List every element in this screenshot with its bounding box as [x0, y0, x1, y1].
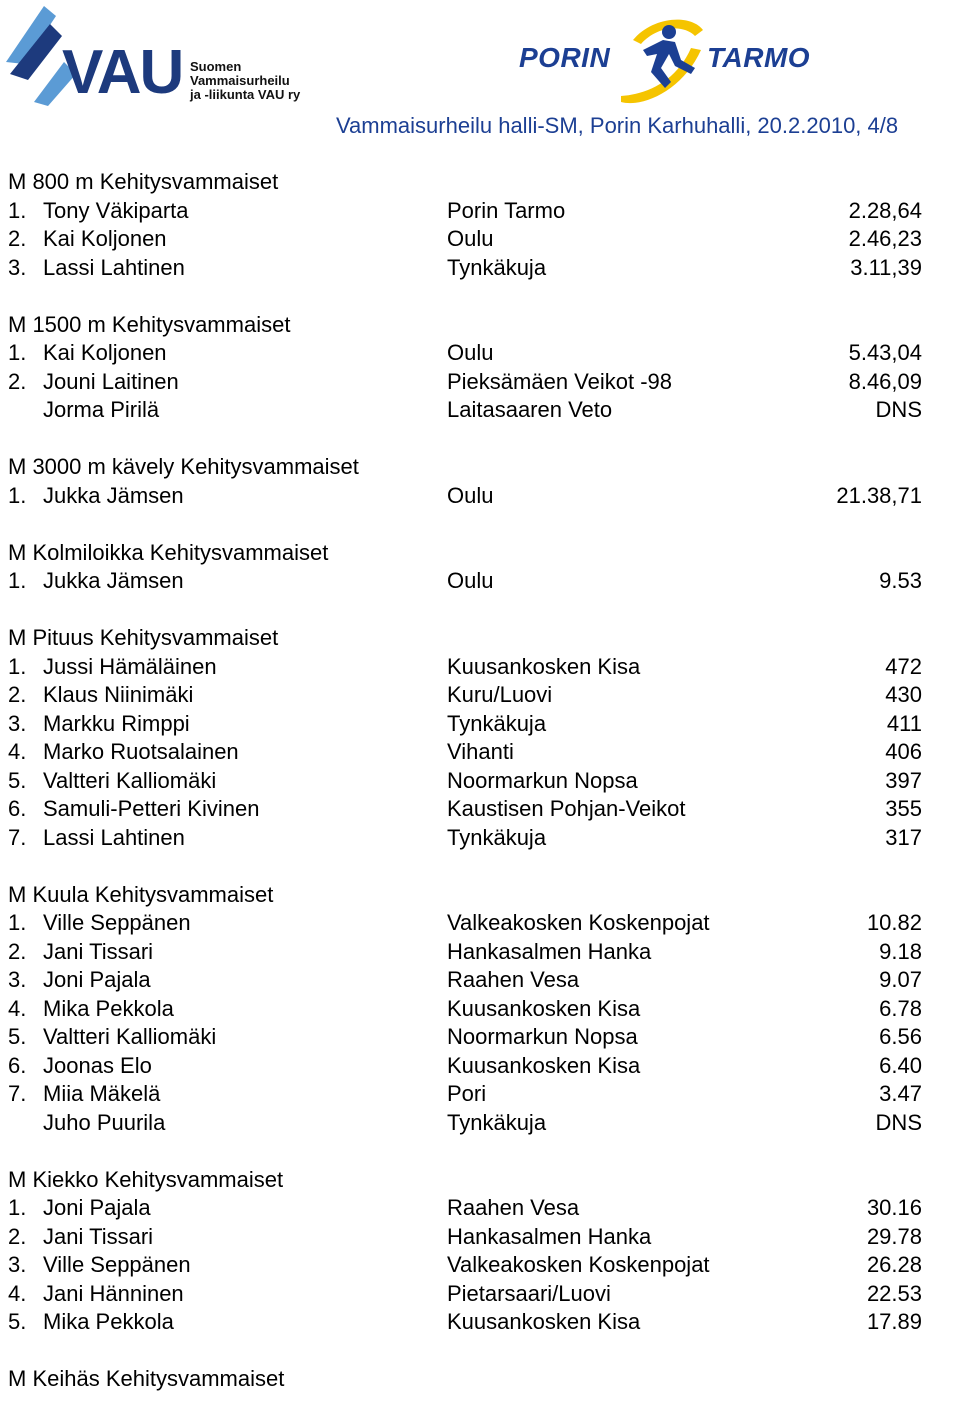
event-title: M 3000 m kävely Kehitysvammaiset	[8, 454, 359, 479]
result-row	[0, 368, 960, 397]
club-name: Vihanti	[447, 739, 514, 764]
placement: 4.	[8, 1280, 27, 1306]
event-block	[0, 1166, 960, 1337]
placement: 5.	[8, 1024, 27, 1049]
result-row	[0, 966, 960, 995]
club-name: Oulu	[447, 568, 494, 593]
athlete-name: Ville Seppänen	[43, 910, 191, 935]
result-row	[0, 938, 960, 967]
event-title: M Kolmiloikka Kehitysvammaiset	[8, 539, 329, 565]
placement: 5.	[8, 1309, 27, 1334]
club-name: Kuusankosken Kisa	[447, 995, 641, 1021]
result-value: 2.28,64	[848, 197, 922, 223]
placement: 2.	[8, 226, 27, 251]
result-row	[0, 1194, 960, 1223]
club-name: Noormarkun Nopsa	[447, 767, 638, 793]
event-title: M Kuula Kehitysvammaiset	[8, 881, 274, 907]
result-row	[0, 795, 960, 824]
event-block	[0, 453, 960, 510]
vau-subtitle	[190, 60, 300, 102]
placement: 1.	[8, 482, 27, 508]
placement: 6.	[8, 796, 27, 821]
placement: 4.	[8, 739, 27, 764]
club-name: Kuru/Luovi	[447, 682, 553, 707]
event-block	[0, 539, 960, 596]
club-name: Valkeakosken Koskenpojat	[447, 910, 710, 935]
result-value: 21.38,71	[836, 482, 922, 508]
club-name: Kaustisen Pohjan-Veikot	[447, 796, 686, 821]
club-name: Raahen Vesa	[447, 967, 580, 992]
athlete-name: Jani Tissari	[43, 938, 154, 964]
club-name: Pori	[447, 1081, 487, 1106]
athlete-name: Jorma Pirilä	[43, 397, 160, 422]
result-row	[0, 1223, 960, 1252]
result-value: 17.89	[866, 1309, 922, 1334]
result-value: 355	[885, 796, 922, 821]
club-name: Kuusankosken Kisa	[447, 653, 641, 679]
club-name: Tynkäkuja	[447, 710, 547, 736]
result-value: 5.43,04	[848, 340, 922, 365]
result-value: 472	[885, 653, 922, 679]
event-title: M Keihäs Kehitysvammaiset	[8, 1366, 285, 1391]
athlete-name: Lassi Lahtinen	[43, 824, 185, 850]
club-name: Oulu	[447, 226, 494, 251]
club-name: Tynkäkuja	[447, 824, 547, 850]
club-name: Oulu	[447, 482, 494, 508]
event-title: M 800 m Kehitysvammaiset	[8, 169, 279, 194]
result-row	[0, 1080, 960, 1109]
result-row	[0, 1308, 960, 1337]
porin-tarmo-logo	[515, 4, 815, 108]
athlete-name: Miia Mäkelä	[43, 1081, 161, 1106]
vau-logo	[4, 2, 324, 110]
competition-header: Vammaisurheilu halli-SM, Porin Karhuhalli, 20.2.2010, 4/8	[336, 113, 899, 138]
event-title: M 1500 m Kehitysvammaiset	[8, 311, 291, 337]
result-row	[0, 396, 960, 425]
result-value: 3.47	[879, 1081, 922, 1106]
athlete-name: Samuli-Petteri Kivinen	[43, 796, 260, 821]
result-row	[0, 482, 960, 511]
vau-wordmark: VAU	[62, 38, 183, 107]
club-name: Tynkäkuja	[447, 254, 547, 280]
result-value: 22.53	[866, 1280, 922, 1306]
result-value: 29.78	[866, 1223, 922, 1249]
placement: 5.	[8, 767, 27, 793]
athlete-name: Valtteri Kalliomäki	[43, 767, 217, 793]
club-name: Pieksämäen Veikot -98	[447, 368, 673, 394]
athlete-name: Mika Pekkola	[43, 995, 174, 1021]
placement: 2.	[8, 368, 27, 394]
athlete-name: Jussi Hämäläinen	[43, 653, 217, 679]
placement: 1.	[8, 197, 27, 223]
club-name: Laitasaaren Veto	[447, 397, 613, 422]
result-row	[0, 1052, 960, 1081]
event-block	[0, 311, 960, 425]
placement: 1.	[8, 653, 27, 679]
result-row	[0, 254, 960, 283]
result-row	[0, 339, 960, 368]
result-value: 9.53	[879, 568, 922, 593]
athlete-name: Kai Koljonen	[43, 340, 167, 365]
result-value: DNS	[875, 397, 922, 422]
event-title: M Pituus Kehitysvammaiset	[8, 625, 279, 650]
athlete-name: Klaus Niinimäki	[43, 682, 194, 707]
athlete-name: Ville Seppänen	[43, 1252, 191, 1277]
result-value: 6.78	[879, 995, 922, 1021]
result-row	[0, 909, 960, 938]
athlete-name: Joni Pajala	[43, 967, 151, 992]
athlete-name: Jani Tissari	[43, 1223, 154, 1249]
result-row	[0, 1280, 960, 1309]
club-name: Hankasalmen Hanka	[447, 938, 652, 964]
club-name: Oulu	[447, 340, 494, 365]
placement: 3.	[8, 1252, 27, 1277]
result-row	[0, 824, 960, 853]
result-value: 9.07	[879, 967, 922, 992]
club-name: Tynkäkuja	[447, 1109, 547, 1135]
placement: 3.	[8, 967, 27, 992]
vau-subtitle-line: Suomen	[190, 59, 242, 74]
result-value: 2.46,23	[848, 226, 922, 251]
athlete-name: Marko Ruotsalainen	[43, 739, 239, 764]
result-row	[0, 225, 960, 254]
result-row	[0, 1023, 960, 1052]
event-block	[0, 881, 960, 1138]
athlete-name: Tony Väkiparta	[43, 197, 189, 223]
result-value: 26.28	[866, 1252, 922, 1277]
result-value: 6.56	[879, 1024, 922, 1049]
athlete-name: Juho Puurila	[43, 1109, 166, 1135]
event-block	[0, 1365, 960, 1394]
result-value: 9.18	[879, 938, 922, 964]
placement: 2.	[8, 938, 27, 964]
result-row	[0, 767, 960, 796]
placement: 6.	[8, 1052, 27, 1078]
club-name: Raahen Vesa	[447, 1195, 580, 1220]
athlete-name: Jani Hänninen	[43, 1280, 184, 1306]
result-row	[0, 1251, 960, 1280]
result-row	[0, 653, 960, 682]
result-value: 411	[886, 710, 922, 736]
result-value: 317	[885, 824, 922, 850]
result-row	[0, 197, 960, 226]
athlete-name: Jukka Jämsen	[43, 568, 184, 593]
result-row	[0, 710, 960, 739]
placement: 3.	[8, 254, 27, 280]
athlete-name: Joni Pajala	[43, 1195, 151, 1220]
placement: 1.	[8, 1195, 27, 1220]
result-row	[0, 738, 960, 767]
result-row	[0, 567, 960, 596]
result-value: 430	[885, 682, 922, 707]
result-value: 8.46,09	[848, 368, 922, 394]
club-name: Kuusankosken Kisa	[447, 1309, 641, 1334]
event-block	[0, 624, 960, 852]
athlete-name: Jouni Laitinen	[43, 368, 179, 394]
club-name: Noormarkun Nopsa	[447, 1024, 638, 1049]
result-value: 30.16	[866, 1195, 922, 1220]
tarmo-wordmark-right: TARMO	[707, 42, 811, 73]
vau-subtitle-line: ja -liikunta VAU ry	[190, 87, 301, 102]
placement: 7.	[8, 824, 27, 850]
club-name: Valkeakosken Koskenpojat	[447, 1252, 710, 1277]
result-value: 3.11,39	[850, 254, 922, 280]
result-value: DNS	[875, 1109, 922, 1135]
event-block	[0, 168, 960, 282]
club-name: Pietarsaari/Luovi	[447, 1280, 611, 1306]
result-row	[0, 681, 960, 710]
result-value: 397	[885, 767, 922, 793]
event-title: M Kiekko Kehitysvammaiset	[8, 1166, 284, 1192]
placement: 4.	[8, 995, 27, 1021]
placement: 3.	[8, 710, 27, 736]
tarmo-runner-icon	[613, 10, 707, 110]
club-name: Kuusankosken Kisa	[447, 1052, 641, 1078]
vau-subtitle-line: Vammaisurheilu	[190, 73, 290, 88]
placement: 1.	[8, 340, 27, 365]
club-name: Porin Tarmo	[447, 197, 566, 223]
results-list	[0, 168, 960, 1422]
result-row	[0, 995, 960, 1024]
placement: 2.	[8, 1223, 27, 1249]
athlete-name: Lassi Lahtinen	[43, 254, 185, 280]
athlete-name: Mika Pekkola	[43, 1309, 174, 1334]
tarmo-wordmark-left: PORIN	[519, 42, 611, 73]
result-row	[0, 1109, 960, 1138]
club-name: Hankasalmen Hanka	[447, 1223, 652, 1249]
athlete-name: Joonas Elo	[43, 1052, 152, 1078]
athlete-name: Valtteri Kalliomäki	[43, 1024, 217, 1049]
athlete-name: Markku Rimppi	[43, 710, 190, 736]
athlete-name: Jukka Jämsen	[43, 482, 184, 508]
placement: 1.	[8, 568, 27, 593]
result-value: 406	[885, 739, 922, 764]
result-value: 6.40	[879, 1052, 922, 1078]
placement: 1.	[8, 910, 27, 935]
placement: 2.	[8, 682, 27, 707]
result-value: 10.82	[866, 910, 922, 935]
athlete-name: Kai Koljonen	[43, 226, 167, 251]
placement: 7.	[8, 1081, 27, 1106]
